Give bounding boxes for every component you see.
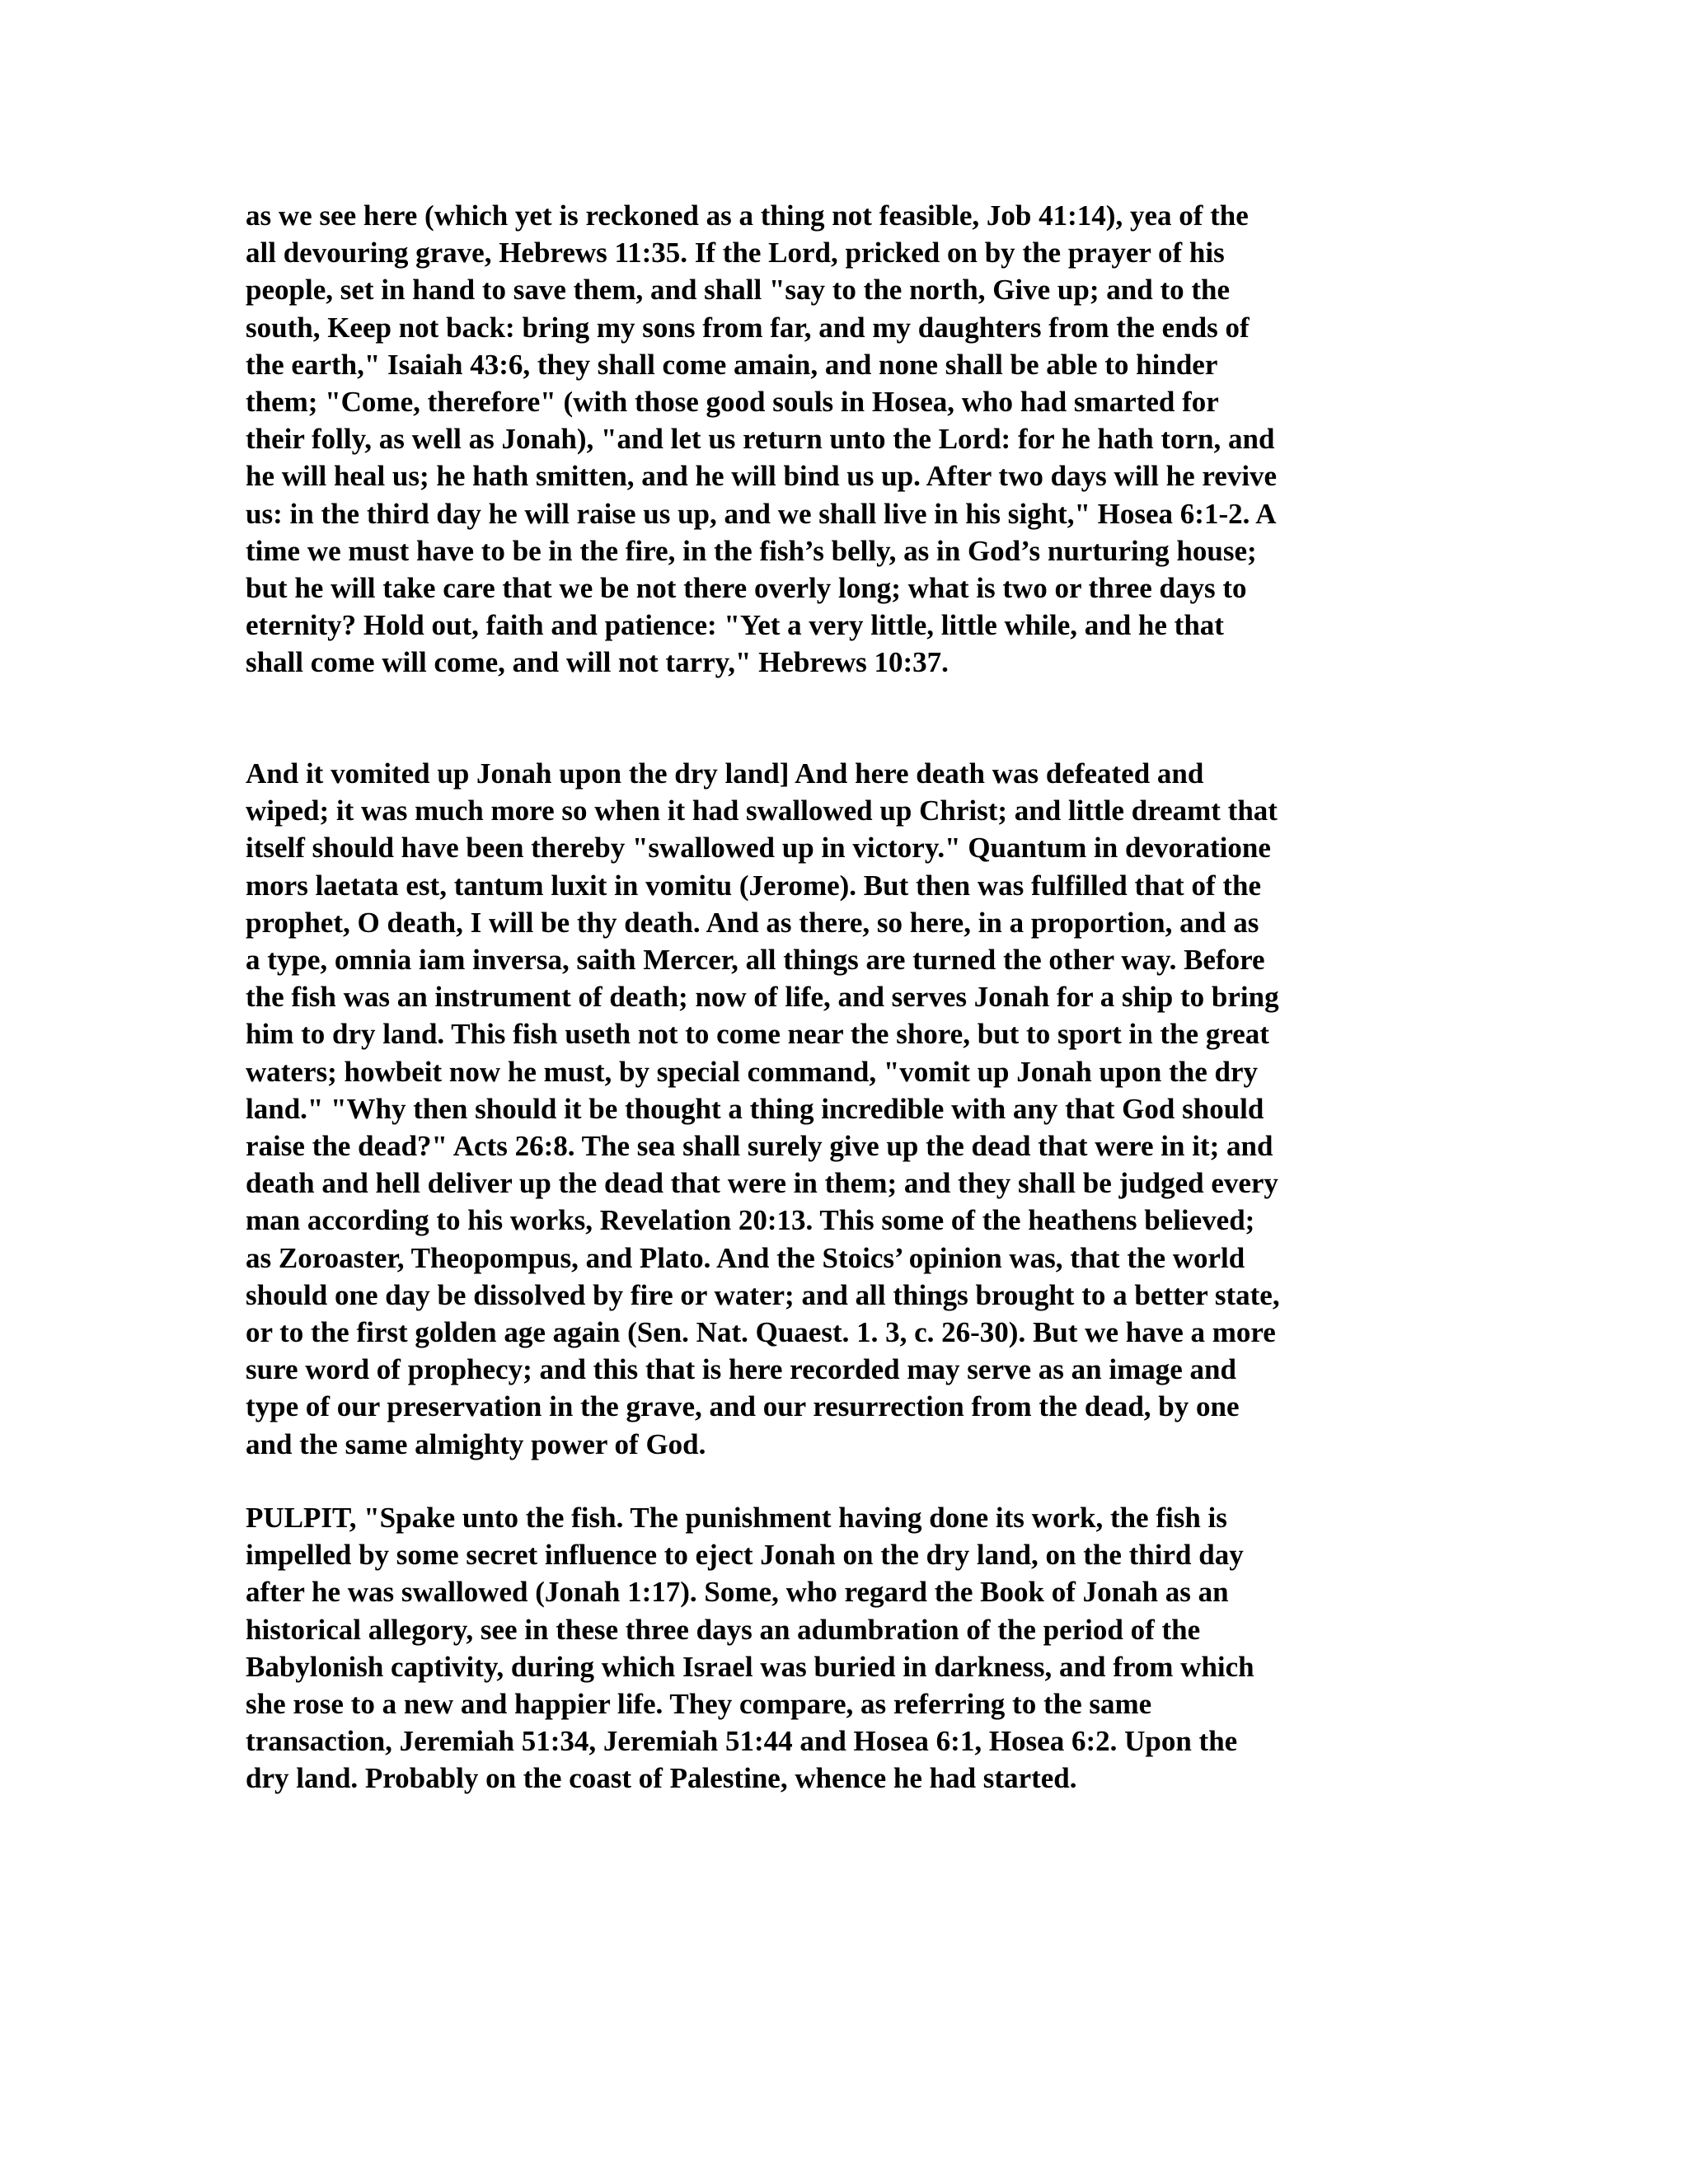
text-line: she rose to a new and happier life. They compare, as referring to the same [246,1688,1152,1721]
text-line: all devouring grave, Hebrews 11:35. If the Lord, pricked on by the prayer of his [246,237,1225,269]
text-line: the fish was an instrument of death; now of life, and serves Jonah for a ship to bring [246,981,1279,1014]
text-line: itself should have been thereby "swallowed up in victory." Quantum in devoratione [246,832,1271,865]
text-line: mors laetata est, tantum luxit in vomitu (Jerome). But then was fulfilled that of the [246,869,1262,902]
text-line: their folly, as well as Jonah), "and let us return unto the Lord: for he hath torn, and [246,423,1275,456]
text-line: him to dry land. This fish useth not to come near the shore, but to sport in the great [246,1018,1269,1051]
text-line: but he will take care that we be not there overly long; what is two or three days to [246,572,1247,605]
text-line: he will heal us; he hath smitten, and he will bind us up. After two days will he revive [246,460,1278,493]
text-line: type of our preservation in the grave, and our resurrection from the dead, by one [246,1390,1240,1423]
text-line: after he was swallowed (Jonah 1:17). Some, who regard the Book of Jonah as an [246,1576,1229,1609]
text-line: sure word of prophecy; and this that is here recorded may serve as an image and [246,1353,1236,1386]
text-line: transaction, Jeremiah 51:34, Jeremiah 51:44 and Hosea 6:1, Hosea 6:2. Upon the [246,1725,1238,1758]
text-line: as Zoroaster, Theopompus, and Plato. And the Stoics’ opinion was, that the world [246,1241,1245,1274]
text-line: them; "Come, therefore" (with those good souls in Hosea, who had smarted for [246,386,1219,419]
text-line: Babylonish captivity, during which Israel was buried in darkness, and from which [246,1650,1254,1683]
text-line: should one day be dissolved by fire or water; and all things brought to a better state, [246,1278,1280,1311]
paragraph-2 [246,755,1449,1463]
text-line: man according to his works, Revelation 20:13. This some of the heathens believed; [246,1204,1255,1237]
text-line: as we see here (which yet is reckoned as a thing not feasible, Job 41:14), yea of the [246,199,1249,232]
text-line: death and hell deliver up the dead that were in them; and they shall be judged every [246,1167,1278,1200]
text-line: the earth," Isaiah 43:6, they shall come amain, and none shall be able to hinder [246,348,1218,381]
text-line: time we must have to be in the fire, in the fish’s belly, as in God’s nurturing house; [246,534,1257,567]
text-line: south, Keep not back: bring my sons from far, and my daughters from the ends of [246,311,1250,344]
text-line: or to the first golden age again (Sen. Nat. Quaest. 1. 3, c. 26-30). But we have a more [246,1316,1276,1349]
text-line: us: in the third day he will raise us up, and we shall live in his sight," Hosea 6:1-2. A [246,497,1277,530]
text-line: a type, omnia iam inversa, saith Mercer, all things are turned the other way. Before [246,944,1265,977]
text-line: dry land. Probably on the coast of Palestine, whence he had started. [246,1762,1077,1795]
paragraph-1 [246,197,1449,682]
text-line: And it vomited up Jonah upon the dry land] And here death was defeated and [246,757,1204,790]
text-line: raise the dead?" Acts 26:8. The sea shall surely give up the dead that were in it; and [246,1130,1273,1163]
text-line: people, set in hand to save them, and shall "say to the north, Give up; and to the [246,274,1230,307]
text-line: land." "Why then should it be thought a thing incredible with any that God should [246,1092,1264,1125]
text-line: shall come will come, and will not tarry," Hebrews 10:37. [246,646,949,679]
text-line: wiped; it was much more so when it had swallowed up Christ; and little dreamt that [246,794,1278,827]
text-line: impelled by some secret influence to eject Jonah on the dry land, on the third day [246,1539,1244,1572]
text-line: PULPIT, "Spake unto the fish. The punishment having done its work, the fish is [246,1502,1227,1534]
text-line: historical allegory, see in these three days an adumbration of the period of the [246,1613,1201,1646]
text-line: waters; howbeit now he must, by special command, "vomit up Jonah upon the dry [246,1055,1259,1088]
paragraph-3 [246,1499,1449,1797]
text-line: prophet, O death, I will be thy death. And as there, so here, in a proportion, and as [246,906,1259,939]
text-line: and the same almighty power of God. [246,1427,706,1460]
text-line: eternity? Hold out, faith and patience: "Yet a very little, little while, and he that [246,609,1224,642]
